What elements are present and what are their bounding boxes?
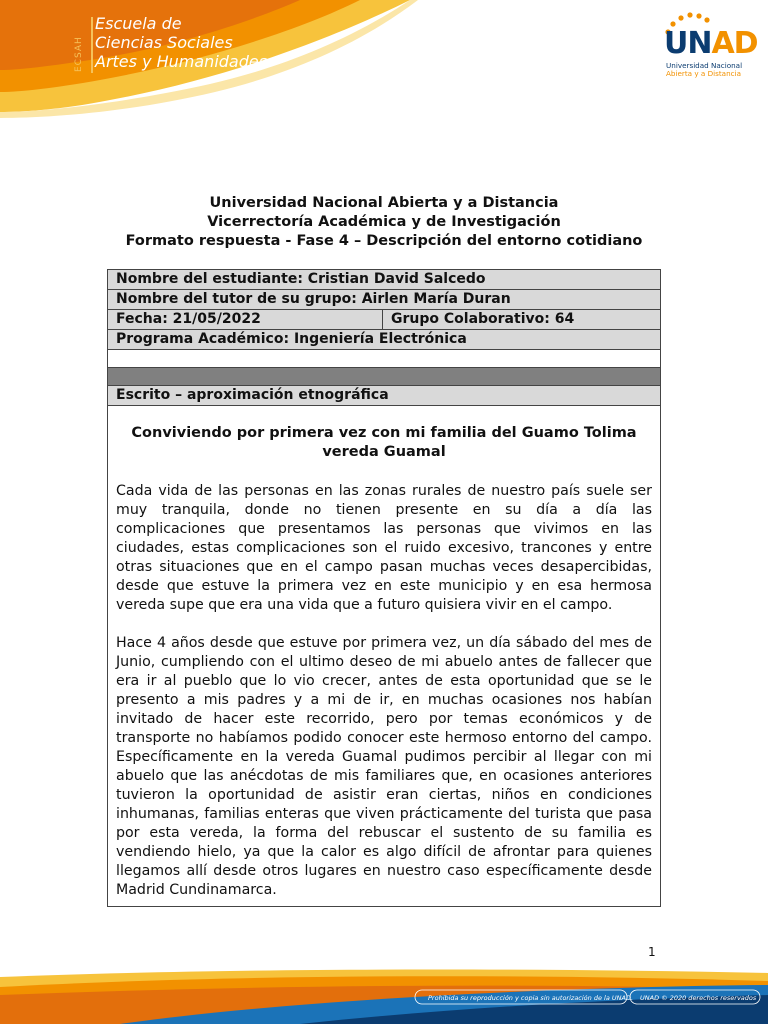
essay-paragraph-1: Cada vida de las personas en las zonas rurales de nuestro país suele ser muy tranquila, donde no tienen presente en su día a día las complicaciones que presentamos las personas que vivimos en las ciudades, estas complicaciones son el ruido excesivo, trancones y entre otras situaciones que en el campo pasan muchas veces desapercibidas, desde que estuve la primera vez en este municipio y en esa hermosa vereda supe que era una vida que a futuro quisiera vivir en el campo. xyxy=(116,483,652,613)
header-banner xyxy=(0,0,768,130)
school-name xyxy=(95,14,267,71)
document-titles xyxy=(0,194,768,251)
response-form-table xyxy=(107,269,661,907)
tutor-name-row: Nombre del tutor de su grupo: Airlen María Duran xyxy=(108,290,660,310)
program-row: Programa Académico: Ingeniería Electrónica xyxy=(108,330,660,350)
school-line-2: Ciencias Sociales xyxy=(95,33,233,52)
title-vicerrectoria: Vicerrectoría Académica y de Investigación xyxy=(207,214,561,230)
logo-sub-line-1: Universidad Nacional xyxy=(666,61,743,70)
footer-banner xyxy=(0,965,768,1024)
essay-title: Conviviendo por primera vez con mi familia del Guamo Tolima vereda Guamal xyxy=(131,425,637,460)
logo-sub-line-2: Abierta y a Distancia xyxy=(666,69,741,78)
school-line-3: Artes y Humanidades xyxy=(95,52,268,71)
date-group-row xyxy=(108,310,660,330)
date-cell: Fecha: 21/05/2022 xyxy=(108,310,383,329)
school-acronym: ECSAH xyxy=(74,36,84,72)
essay-paragraph-2: Hace 4 años desde que estuve por primera vez, un día sábado del mes de Junio, cumpliendo con el ultimo deseo de mi abuelo antes de fallecer que era ir al pueblo que lo vio crecer, antes de esta oportunidad que se le presento a mis padres y a mi de ir, en muchas ocasiones nos habían invitado de hacer este recorrido, pero por temas económicos y de transporte no habíamos podido conocer este hermoso entorno del campo. Específicamente en la vereda Guamal pudimos percibir al llegar con mi abuelo que las anécdotas de mis familiares que, en ocasiones anteriores tuvieron la oportunidad de asistir eran ciertas, niños en condiciones inhumanas, familias enteras que viven prácticamente del turista que pasa por esta vereda, la forma del rebuscar el sustento de su familia es vendiendo hielo, ya que la calor es algo difícil de afrontar para quienes llegamos allí desde otros lugares en nuestro caso específicamente desde Madrid Cundinamarca. xyxy=(116,635,652,898)
dark-separator-row xyxy=(108,368,660,386)
school-divider xyxy=(91,17,93,73)
logo-wordmark xyxy=(664,26,758,61)
page-number: 1 xyxy=(648,945,656,959)
title-format: Formato respuesta - Fase 4 – Descripción del entorno cotidiano xyxy=(125,233,643,249)
footer-rights: UNAD © 2020 derechos reservados xyxy=(640,994,757,1002)
student-name-row: Nombre del estudiante: Cristian David Salcedo xyxy=(108,270,660,290)
school-line-1: Escuela de xyxy=(95,14,182,33)
unad-logo xyxy=(660,16,760,86)
logo-un: UN xyxy=(664,26,712,61)
essay-cell xyxy=(108,406,660,906)
footer-notice: Prohibida su reproducción y copia sin autorización de la UNAD. xyxy=(428,994,634,1002)
logo-ad: AD xyxy=(711,26,758,61)
group-cell: Grupo Colaborativo: 64 xyxy=(391,311,575,327)
title-university: Universidad Nacional Abierta y a Distancia xyxy=(209,195,559,211)
blank-row xyxy=(108,350,660,368)
logo-subtitle xyxy=(666,62,742,78)
section-heading-row: Escrito – aproximación etnográfica xyxy=(108,386,660,406)
